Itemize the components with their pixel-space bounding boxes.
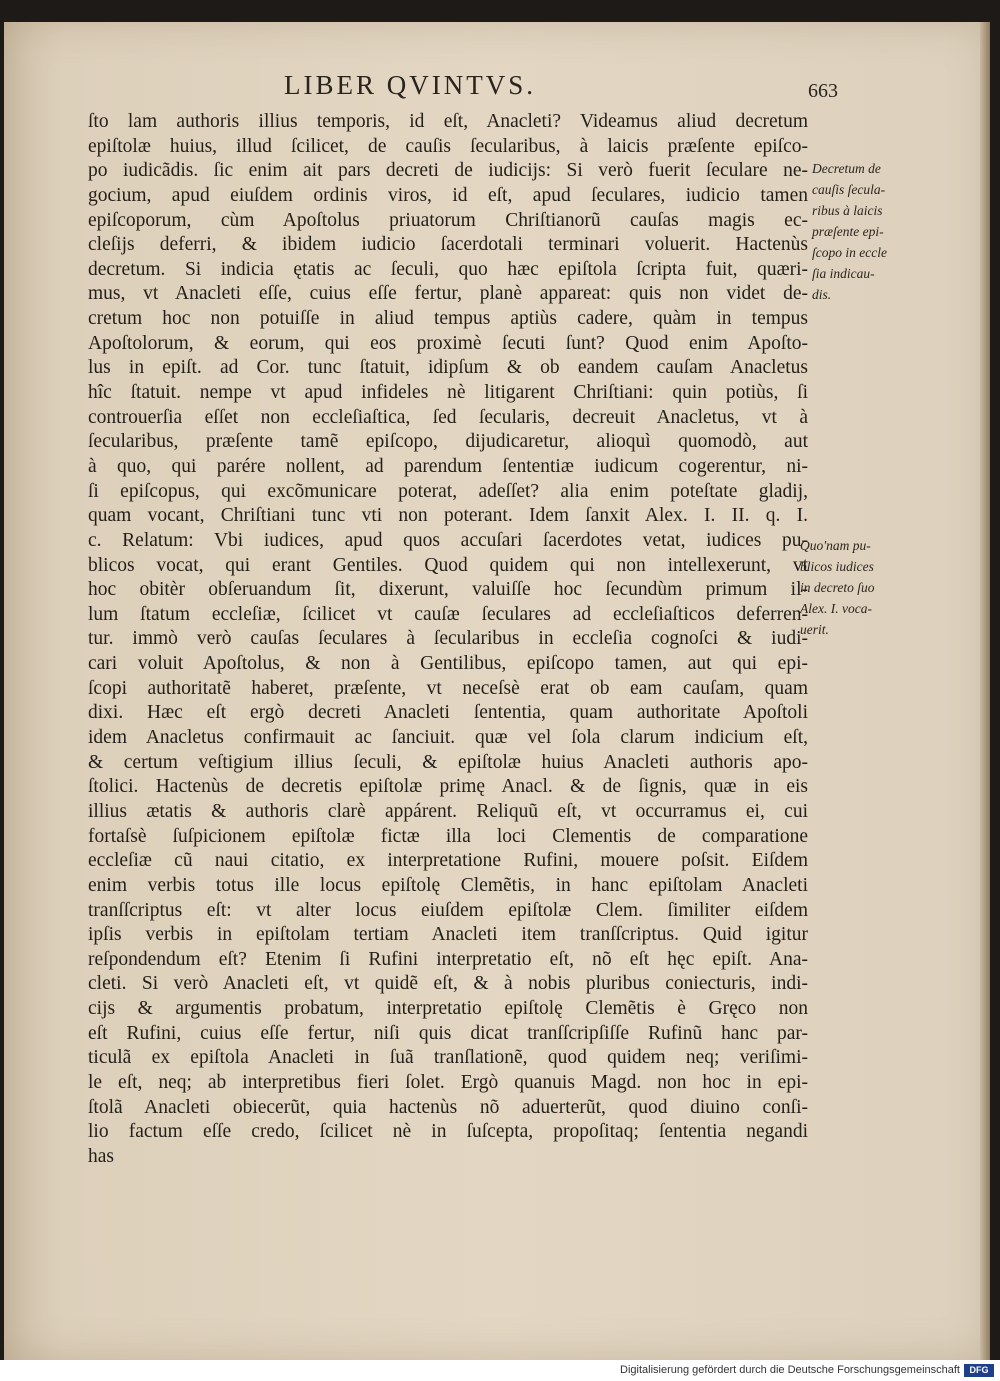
- text-line: cari voluit Apoſtolus, & non à Gentilibus, epiſcopo tamen, aut qui epi-: [88, 653, 808, 675]
- text-line: ſtolã Anacleti obiecerũt, quia hactenùs nõ aduerterũt, quod diuino conſi-: [88, 1096, 808, 1118]
- text-line: cijs & argumentis probatum, interpretatio epiſtolę Clemẽtis è Gręco non: [88, 998, 808, 1020]
- margin-note-line: præſente epi-: [812, 224, 884, 239]
- text-line: hoc obitèr obſeruandum ſit, dixerunt, valuiſſe hoc ſecundùm primum il-: [88, 579, 808, 601]
- catchword: [88, 1170, 808, 1195]
- running-head-title: LIBER QVINTVS.: [284, 70, 536, 100]
- text-line: ticulã ex epiſtola Anacleti in ſuã tranſlationẽ, quod quidem neq; veriſimi-: [88, 1047, 808, 1069]
- page-edge: [980, 22, 990, 1360]
- text-line: tur. immò verò cauſas ſeculares à ſecularibus in eccleſia cognoſci & iudi-: [88, 628, 808, 650]
- margin-note-line: Decretum de: [812, 161, 881, 176]
- text-line: lio factum eſſe credo, ſcilicet nè in ſuſcepta, propoſitaq; ſententia negandi: [88, 1121, 808, 1143]
- text-line: illius ætatis & authoris clarè appárent. Reliquũ eſt, vt occurramus ei, cui: [88, 800, 808, 822]
- text-line: blicos vocat, qui erant Gentiles. Quod quidem qui non intellexerunt, vt: [88, 554, 808, 576]
- text-line: epiſtolæ huius, illud ſcilicet, de cauſis ſecularibus, à laicis præſente epiſco-: [88, 135, 808, 157]
- text-line: à quo, qui parére nollent, ad parendum ſententiæ iudicum cogerentur, ni-: [88, 455, 808, 477]
- text-line: dixi. Hæc eſt ergò decreti Anacleti ſententia, quam authoritate Apoſtoli: [88, 702, 808, 724]
- text-line: Apoſtolorum, & eorum, qui eos proximè ſecuti ſunt? Quod enim Apoſto-: [88, 332, 808, 354]
- margin-note-decretum: [812, 158, 887, 305]
- text-line: ſtolici. Hactenùs de decretis epiſtolæ primę Anacl. & de ſignis, quæ in eis: [88, 776, 808, 798]
- text-line: cleti. Si verò Anacleti eſt, vt quidẽ eſt, & à nobis pluribus coniecturis, indi-: [88, 973, 808, 995]
- text-line: hîc ſtatuit. nempe vt apud infideles nè litigarent Chriſtiani: quin potiùs, ſi: [88, 382, 808, 404]
- text-line: enim verbis totus ille locus epiſtolę Clemẽtis, in hanc epiſtolam Anacleti: [88, 874, 808, 896]
- text-line: controuerſia eſſet non eccleſiaſtica, ſed ſecularis, decreuit Anacletus, vt à: [88, 406, 808, 428]
- text-line: & certum veſtigium illius ſeculi, & epiſtolæ huius Anacleti authoris apo-: [88, 751, 808, 773]
- text-line: le eſt, neq; ab interpretibus fieri ſolet. Ergò quanuis Magd. non hoc in epi-: [88, 1071, 808, 1093]
- body-text: [88, 110, 808, 1194]
- page-number: 663: [808, 80, 838, 102]
- text-line: mus, vt Anacleti eſſe, cuius eſſe fertur, planè appareat: quis non videt de-: [88, 283, 808, 305]
- text-line: ſcopi authoritatẽ haberet, præſente, vt neceſsè erat ob eam cauſam, quam: [88, 677, 808, 699]
- text-line: lus in epiſt. ad Cor. tunc ſtatuit, idipſum & ob eandem cauſam Anacletus: [88, 357, 808, 379]
- text-line: epiſcoporum, cùm Apoſtolus priuatorum Chriſtianorũ cauſas magis ec-: [88, 209, 808, 231]
- text-line: fortaſsè ſuſpicionem epiſtolæ fictæ illa loci Clementis de comparatione: [88, 825, 808, 847]
- margin-note-line: cauſis ſecula-: [812, 182, 886, 197]
- text-line: ſto lam authoris illius temporis, id eſt, Anacleti? Videamus aliud decretum: [88, 111, 808, 132]
- margin-note-iudices: [800, 535, 874, 640]
- margin-note-line: dis.: [812, 287, 832, 302]
- text-line: eſt Rufini, cuius eſſe fertur, niſi quis dicat tranſſcripſiſſe Rufinũ hanc par-: [88, 1022, 808, 1044]
- text-line: ipſis verbis in epiſtolam tertiam Anacleti item tranſſcriptus. Quid igitur: [88, 924, 808, 946]
- text-line: decretum. Si indicia ętatis ac ſeculi, quo hæc epiſtola ſcripta fuit, quæri-: [88, 258, 808, 280]
- text-line: ſi epiſcopus, qui excõmunicare poterat, adeſſet? alia enim poteſtate gladij,: [88, 480, 808, 502]
- text-line: cleſijs deferri, & ibidem iudicio ſacerdotali terminari voluerit. Hactenùs: [88, 234, 808, 256]
- text-line: lum ſtatum eccleſiæ, ſcilicet vt cauſæ ſeculares ad eccleſiaſticos deferren-: [88, 603, 808, 625]
- text-line: tranſſcriptus eſt: vt alter locus eiuſdem epiſtolæ Clem. ſimiliter eiſdem: [88, 899, 808, 921]
- margin-note-line: uerit.: [800, 622, 829, 637]
- text-line: po iudicãdis. ſic enim ait pars decreti de iudicijs: Si verò fuerit ſeculare ne-: [88, 160, 808, 182]
- footer-credit: Digitalisierung gefördert durch die Deutsche Forschungsgemeinschaft: [620, 1364, 960, 1376]
- margin-note-line: in decreto ſuo: [800, 580, 875, 595]
- text-line: reſpondendum eſt? Etenim ſi Rufini interpretatio eſt, nõ eſt hęc epiſt. Ana-: [88, 948, 808, 970]
- text-line: ſecularibus, præſente tamẽ epiſcopo, dijudicaretur, alioquì quomodò, aut: [88, 431, 808, 453]
- margin-note-line: ribus à laicis: [812, 203, 883, 218]
- dfg-logo-icon: DFG: [964, 1364, 994, 1377]
- text-line: quam vocant, Chriſtiani tunc vti non poterant. Idem ſanxit Alex. I. II. q. I.: [88, 505, 808, 527]
- text-line: cretum hoc non potuiſſe in aliud tempus aptiùs cadere, quàm in tempus: [88, 308, 808, 330]
- margin-note-line: Quo'nam pu-: [800, 538, 871, 553]
- margin-note-line: ſcopo in eccle: [812, 245, 887, 260]
- text-line: idem Anacletus confirmauit ac ſanciuit. quæ vel ſola clarum indicium eſt,: [88, 727, 808, 749]
- text-line: has: [88, 1145, 114, 1167]
- text-line: c. Relatum: Vbi iudices, apud quos accuſari ſacerdotes vetat, iudices pu-: [88, 529, 808, 551]
- margin-note-line: Alex. I. voca-: [800, 601, 872, 616]
- text-line: gocium, apud eiuſdem ordinis viros, id eſt, apud ſeculares, iudicio tamen: [88, 184, 808, 206]
- text-line: eccleſiæ cũ naui citatio, ex interpretatione Rufini, mouere poſsit. Eiſdem: [88, 850, 808, 872]
- margin-note-line: blicos iudices: [800, 559, 874, 574]
- margin-note-line: ſia indicau-: [812, 266, 875, 281]
